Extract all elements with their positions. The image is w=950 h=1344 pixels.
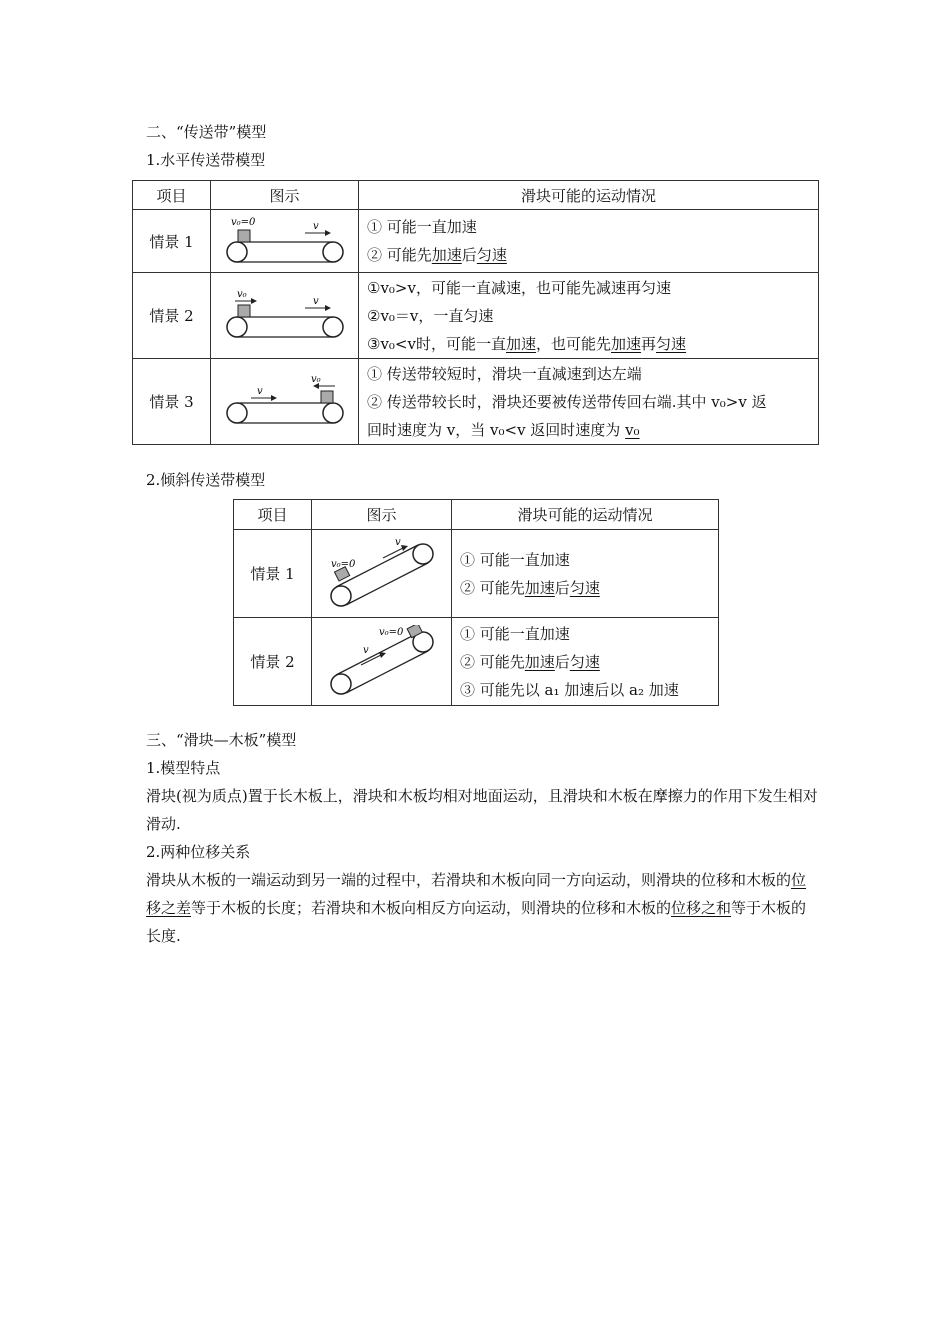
inclined-conveyor-diagram: [327, 625, 437, 699]
line-h2-2: ②v₀＝v，一直匀速: [367, 306, 494, 325]
inclined-conveyor-diagram: [327, 537, 437, 611]
figure-i2: [312, 618, 452, 706]
features-paragraph: 滑块(视为质点)置于长木板上，滑块和木板均相对地面运动，且滑块和木板在摩擦力的作用下发生相对滑动.: [146, 787, 818, 833]
row-label: 情景 2: [133, 273, 211, 359]
motion-h2: [359, 273, 819, 359]
subsection-displacement: 2.两种位移关系: [146, 843, 251, 861]
motion-i1: [452, 530, 719, 618]
line-h1-1: ① 可能一直加速: [367, 218, 477, 236]
section-title-conveyor: 二、“传送带”模型: [146, 123, 267, 141]
line-i2-1: ① 可能一直加速: [460, 624, 570, 643]
header-figure: 图示: [211, 181, 359, 210]
label-v0: v₀=0: [378, 626, 403, 638]
line-i1-1: ① 可能一直加速: [460, 550, 570, 569]
label-v: v: [312, 295, 319, 307]
motion-i2: [452, 618, 719, 706]
figure-h1: [211, 210, 359, 273]
header-figure: 图示: [312, 500, 452, 530]
subsection-inclined: 2.倾斜传送带模型: [146, 471, 266, 489]
horizontal-conveyor-table: [132, 180, 819, 445]
label-v0: v₀=0: [330, 558, 355, 570]
motion-h3: [359, 359, 819, 445]
label-v0: v₀=0: [230, 217, 255, 228]
line-i2-3: ③ 可能先以 a₁ 加速后以 a₂ 加速: [460, 680, 679, 699]
subsection-horizontal: 1.水平传送带模型: [146, 151, 266, 169]
figure-h3: [211, 359, 359, 445]
header-motion: 滑块可能的运动情况: [452, 500, 719, 530]
subsection-features: 1.模型特点: [146, 759, 221, 777]
label-v: v: [312, 221, 319, 232]
line-h1-2: ② 可能先加速后匀速: [367, 246, 507, 264]
section-title-slider-board: 三、“滑块—木板”模型: [146, 731, 297, 749]
label-v0: v₀: [236, 288, 247, 300]
row-label: 情景 1: [133, 210, 211, 273]
figure-i1: [312, 530, 452, 618]
label-v0: v₀: [310, 373, 321, 385]
conveyor-diagram: [225, 213, 345, 269]
line-h3-2: ② 传送带较长时，滑块还要被传送带传回右端.其中 v₀>v 返: [367, 392, 767, 411]
figure-h2: [211, 273, 359, 359]
header-item: 项目: [234, 500, 312, 530]
inclined-conveyor-table: [233, 499, 719, 706]
row-label: 情景 2: [234, 618, 312, 706]
line-i1-2: ② 可能先加速后匀速: [460, 578, 600, 597]
displacement-paragraph: 滑块从木板的一端运动到另一端的过程中，若滑块和木板向同一方向运动，则滑块的位移和木板的位移之差等于木板的长度；若滑块和木板向相反方向运动，则滑块的位移和木板的位移之和等于木板的长度.: [146, 871, 807, 945]
conveyor-diagram: [225, 288, 345, 344]
row-label: 情景 1: [234, 530, 312, 618]
header-motion: 滑块可能的运动情况: [359, 181, 819, 210]
line-h2-1: ①v₀>v，可能一直减速，也可能先减速再匀速: [367, 278, 671, 297]
conveyor-diagram: [225, 374, 345, 430]
line-i2-2: ② 可能先加速后匀速: [460, 652, 600, 671]
label-v: v: [362, 644, 369, 656]
motion-h1: [359, 210, 819, 273]
label-v: v: [256, 385, 263, 397]
row-label: 情景 3: [133, 359, 211, 445]
header-item: 项目: [133, 181, 211, 210]
line-h3-1: ① 传送带较短时，滑块一直减速到达左端: [367, 364, 642, 383]
line-h2-3: ③v₀<v时，可能一直加速，也可能先加速再匀速: [367, 334, 687, 353]
label-v: v: [394, 536, 401, 548]
line-h3-3: 回时速度为 v，当 v₀<v 返回时速度为 v₀: [367, 420, 640, 439]
